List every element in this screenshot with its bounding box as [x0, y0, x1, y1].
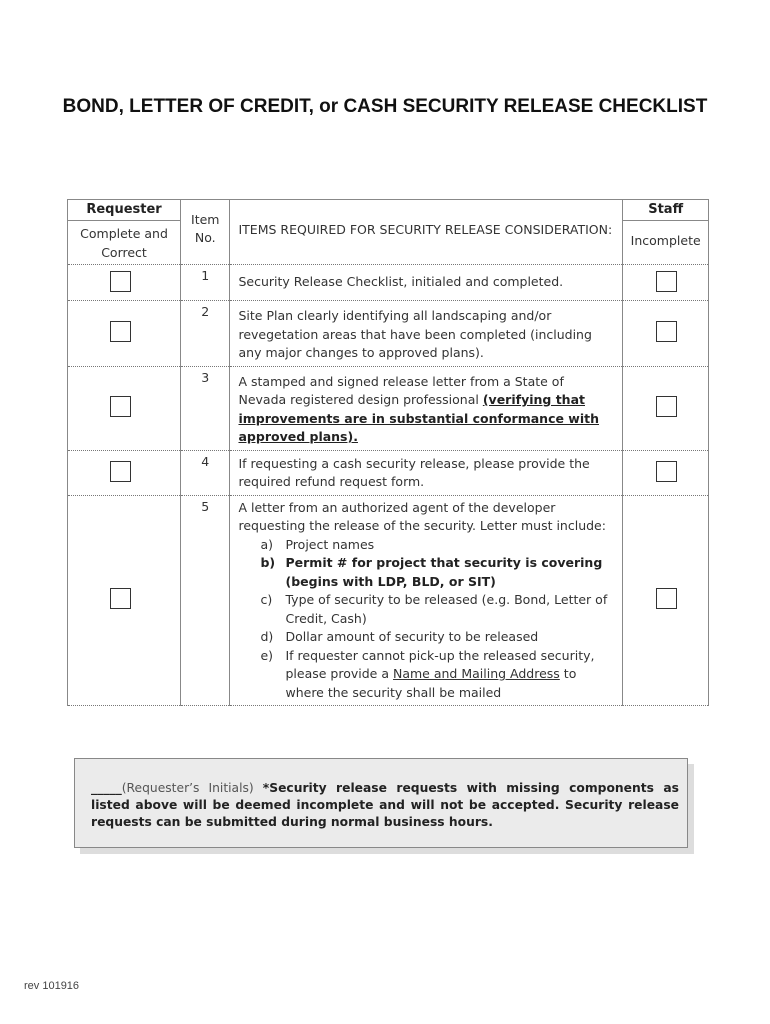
list-text-before: If requester cannot pick-up the released security, please provide a — [285, 647, 595, 681]
list-text-underlined: Name and Mailing Address — [392, 666, 560, 681]
list-text: Type of security to be released (e.g. Bond, Letter of Credit, Cash) — [285, 592, 608, 626]
item-text — [230, 495, 623, 706]
requester-header — [68, 200, 181, 265]
requester-check-cell — [68, 301, 181, 367]
staff-header-sub: Incomplete — [630, 233, 701, 248]
item-number: 4 — [181, 450, 230, 495]
notice-box — [74, 758, 688, 848]
list-text: Permit # for project that security is covering (begins with LDP, BLD, or SIT) — [285, 555, 603, 589]
requester-header-sub: Complete and Correct — [80, 226, 168, 260]
requester-check-cell — [68, 265, 181, 301]
item-text — [230, 366, 623, 450]
list-item — [238, 554, 614, 591]
staff-check-cell — [623, 301, 709, 367]
table-row — [68, 301, 709, 367]
item-header-label: Item — [191, 212, 220, 227]
requester-checkbox-5[interactable] — [110, 588, 131, 609]
item-text-emphasis: (verifying that improvements are in substantial conformance with approved plans). — [238, 392, 600, 444]
revision-label: rev 101916 — [24, 980, 80, 992]
requester-check-cell — [68, 366, 181, 450]
letter-requirements-list — [238, 536, 614, 703]
staff-checkbox-3[interactable] — [656, 396, 677, 417]
item-text: If requesting a cash security release, please provide the required refund request form. — [230, 450, 623, 495]
staff-check-cell — [623, 366, 709, 450]
initials-blank: _____ — [91, 781, 122, 795]
list-text: Dollar amount of security to be released — [285, 629, 539, 644]
staff-checkbox-5[interactable] — [656, 588, 677, 609]
requester-check-cell — [68, 450, 181, 495]
staff-checkbox-2[interactable] — [656, 321, 677, 342]
staff-check-cell — [623, 495, 709, 706]
staff-check-cell — [623, 265, 709, 301]
requester-checkbox-2[interactable] — [110, 321, 131, 342]
requester-check-cell — [68, 495, 181, 706]
list-item — [238, 647, 614, 703]
table-row — [68, 450, 709, 495]
list-marker: b) — [260, 555, 276, 570]
list-marker: c) — [260, 592, 273, 607]
staff-header — [623, 200, 709, 265]
list-marker: a) — [260, 536, 274, 552]
table-row — [68, 265, 709, 301]
initials-label: (Requester’s Initials) — [121, 781, 254, 795]
document-title: BOND, LETTER OF CREDIT, or CASH SECURITY RELEASE CHECKLIST — [62, 96, 708, 117]
item-header-sub: No. — [194, 230, 216, 245]
item-number: 5 — [181, 495, 230, 706]
staff-checkbox-1[interactable] — [656, 271, 677, 292]
table-header-row — [68, 200, 709, 265]
list-marker: e) — [260, 647, 274, 663]
item-5-intro: A letter from an authorized agent of the developer requesting the release of the security. Letter must include: — [238, 499, 606, 533]
requester-checkbox-3[interactable] — [110, 396, 131, 417]
checklist-table — [67, 199, 709, 706]
items-required-header: ITEMS REQUIRED FOR SECURITY RELEASE CONSIDERATION: — [230, 200, 623, 265]
list-item — [238, 536, 614, 555]
list-item — [238, 591, 614, 628]
list-text — [285, 647, 614, 703]
item-number: 3 — [181, 366, 230, 450]
staff-check-cell — [623, 450, 709, 495]
item-text: Security Release Checklist, initialed and completed. — [230, 265, 623, 301]
staff-header-label: Staff — [623, 200, 708, 221]
table-row — [68, 495, 709, 706]
list-item — [238, 628, 614, 647]
requester-checkbox-4[interactable] — [110, 461, 131, 482]
item-text: Site Plan clearly identifying all landscaping and/or revegetation areas that have been completed (including any major changes to approved plans). — [230, 301, 623, 367]
requester-checkbox-1[interactable] — [110, 271, 131, 292]
item-number: 2 — [181, 301, 230, 367]
item-number-header — [181, 200, 230, 265]
notice-text: *Security release requests with missing components as listed above will be deemed incomplete and will not be accepted. Security release requests can be submitted during normal business hours. — [91, 781, 679, 829]
requester-header-label: Requester — [68, 200, 180, 221]
table-row — [68, 366, 709, 450]
list-marker: d) — [260, 629, 274, 644]
list-text-after: to where the security shall be mailed — [285, 666, 577, 700]
list-text: Project names — [285, 536, 375, 552]
item-number: 1 — [181, 265, 230, 301]
item-text-plain: A stamped and signed release letter from a State of Nevada registered design professional — [238, 373, 564, 407]
staff-checkbox-4[interactable] — [656, 461, 677, 482]
